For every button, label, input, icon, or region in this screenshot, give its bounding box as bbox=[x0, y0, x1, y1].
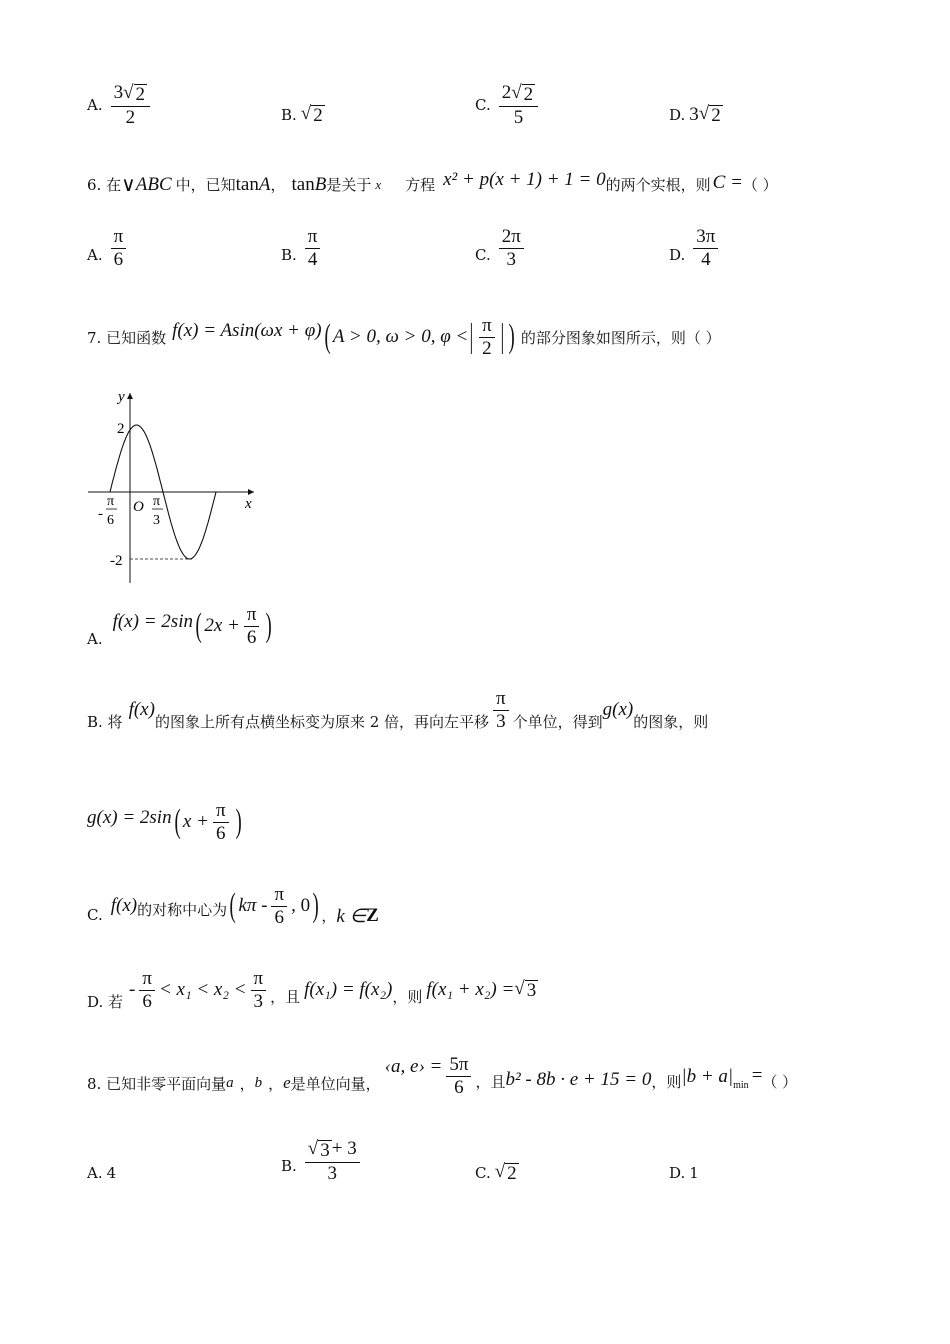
radicand: 3 bbox=[526, 979, 537, 1001]
vector-b: b bbox=[254, 1074, 263, 1091]
triangle-symbol: ∨ bbox=[121, 174, 136, 196]
frac-num: 3 bbox=[113, 82, 124, 103]
frac-den: 6 bbox=[454, 1076, 464, 1098]
radicand: 3 bbox=[320, 1140, 330, 1161]
option-label: B. 将 bbox=[87, 712, 123, 731]
option-label: C. bbox=[475, 1164, 491, 1183]
vector-a: a bbox=[226, 1074, 234, 1091]
equation: x² + p(x + 1) + 1 = 0 bbox=[443, 168, 606, 190]
frac-num: π bbox=[251, 968, 267, 991]
option-label: D. bbox=[669, 106, 686, 125]
q5-option-a bbox=[87, 82, 154, 129]
stem-text: 是单位向量， bbox=[290, 1074, 381, 1093]
q5-option-b bbox=[281, 104, 325, 127]
option-text: 个单位，得到 bbox=[512, 712, 603, 731]
frac-den: 2 bbox=[482, 337, 492, 359]
paren-open: ( bbox=[324, 318, 331, 356]
frac-num: π bbox=[493, 688, 509, 711]
fraction bbox=[479, 315, 495, 360]
option-label: A. bbox=[87, 1164, 103, 1182]
angle-expr: ‹a, e› = bbox=[384, 1056, 443, 1078]
question-number: 8. 已知非零平面向量 bbox=[87, 1074, 227, 1093]
option-label: A. bbox=[87, 630, 103, 649]
fraction bbox=[693, 226, 718, 271]
frac-num: 3π bbox=[693, 226, 718, 249]
frac-num: 2π bbox=[499, 226, 524, 249]
sqrt: √ 2 bbox=[300, 103, 323, 126]
q8-option-c bbox=[475, 1162, 519, 1185]
fraction bbox=[111, 82, 150, 129]
fraction bbox=[305, 1138, 360, 1185]
q7-option-b bbox=[87, 688, 708, 733]
option-label: B. bbox=[281, 106, 297, 125]
frac-num: 2 bbox=[501, 82, 512, 103]
stem-text: 是关于 bbox=[326, 176, 372, 194]
frac-num: π bbox=[305, 226, 321, 249]
x-pos-den: 3 bbox=[153, 513, 160, 528]
frac-den: 2 bbox=[125, 106, 136, 128]
paren-close: ) bbox=[235, 803, 242, 841]
option-label: D. 若 bbox=[87, 992, 124, 1011]
angle-c: C = bbox=[712, 171, 743, 193]
sqrt: √ 3 bbox=[514, 977, 537, 1001]
radicand: 2 bbox=[523, 84, 534, 105]
stem-text: 中，已知 bbox=[175, 176, 236, 194]
x-neg-num: π bbox=[107, 494, 115, 509]
x-pos-num: π bbox=[153, 494, 161, 509]
center-y: , 0 bbox=[291, 895, 311, 917]
paren-close: ) bbox=[312, 887, 319, 925]
y-min-label: -2 bbox=[110, 553, 123, 569]
frac-den: 4 bbox=[307, 248, 318, 270]
fraction bbox=[446, 1054, 471, 1099]
frac-den: 6 bbox=[215, 822, 226, 844]
radicand: 2 bbox=[711, 105, 721, 126]
sqrt: √ 2 bbox=[494, 1161, 517, 1184]
norm-expr: |b + a| bbox=[681, 1066, 734, 1088]
result-expr: f(x₁ + x₂) = bbox=[426, 979, 515, 1001]
fraction bbox=[499, 82, 538, 129]
frac-num: π bbox=[479, 315, 495, 338]
q7-option-a bbox=[87, 604, 275, 649]
y-axis-label: y bbox=[118, 389, 125, 405]
stem-text: ，则 bbox=[651, 1072, 682, 1091]
frac-den: 6 bbox=[246, 626, 257, 648]
q6-option-d bbox=[669, 226, 722, 271]
frac-den: 4 bbox=[701, 248, 711, 270]
conditions: A > 0, ω > 0, φ < bbox=[332, 326, 469, 348]
sin-argument: 2x + bbox=[204, 615, 240, 637]
center-expr: kπ - bbox=[238, 895, 268, 917]
frac-den: 6 bbox=[274, 906, 285, 928]
comma: ， bbox=[268, 1074, 284, 1093]
q8-option-a bbox=[87, 1164, 116, 1182]
paren-close: ) bbox=[508, 318, 515, 356]
origin-label: O bbox=[133, 499, 144, 515]
sqrt: √ 3 bbox=[307, 1138, 330, 1161]
plus-term: + 3 bbox=[331, 1138, 357, 1159]
fraction bbox=[271, 884, 287, 929]
q7-option-d bbox=[87, 968, 538, 1013]
tan-func: tan bbox=[291, 173, 315, 195]
fraction bbox=[111, 226, 127, 271]
y-max-label: 2 bbox=[117, 421, 125, 437]
function-expr: g(x) = 2sin bbox=[87, 807, 172, 829]
option-label: B. bbox=[281, 1157, 297, 1176]
x-axis-label: x bbox=[245, 496, 252, 512]
sqrt: √ 2 bbox=[511, 82, 534, 105]
q7-option-c bbox=[87, 884, 379, 929]
fraction bbox=[499, 226, 524, 271]
comma: ， bbox=[270, 176, 286, 194]
integer-condition: k ∈ bbox=[336, 905, 367, 927]
option-text: ，且 bbox=[270, 987, 301, 1006]
frac-den: 3 bbox=[496, 710, 506, 732]
option-text: 的对称中心为 bbox=[137, 900, 228, 919]
q6-option-b bbox=[281, 226, 324, 271]
paren-open: ( bbox=[174, 803, 181, 841]
frac-den: 5 bbox=[513, 106, 524, 128]
question-number: 7. 已知函数 bbox=[87, 328, 167, 347]
vector-e: e bbox=[283, 1073, 291, 1093]
option-text: 的图象，则 bbox=[633, 712, 709, 731]
abs-close: | bbox=[500, 318, 504, 356]
variable-x: x bbox=[375, 176, 382, 192]
fraction bbox=[244, 604, 260, 649]
option-text: 的图象上所有点横坐标变为原来 2 倍，再向左平移 bbox=[154, 712, 490, 731]
function-g: g(x) bbox=[602, 699, 634, 721]
x-neg-sign: - bbox=[98, 506, 103, 522]
q6-option-c bbox=[475, 226, 528, 271]
option-label: C. bbox=[87, 906, 103, 925]
q5-option-c bbox=[475, 82, 542, 129]
option-label: C. bbox=[475, 246, 491, 265]
frac-den: 6 bbox=[113, 248, 124, 270]
function-expr: f(x) = 2sin bbox=[112, 611, 193, 633]
fraction bbox=[493, 688, 509, 733]
triangle-name: ABC bbox=[135, 173, 172, 195]
frac-den: 3 bbox=[506, 248, 517, 270]
function-expr: f(x) = Asin(ωx + φ) bbox=[172, 320, 322, 342]
frac-den: 3 bbox=[253, 990, 264, 1012]
equals-sign: = bbox=[751, 1065, 763, 1087]
option-label: D. bbox=[669, 246, 686, 265]
stem-text: 的部分图象如图所示，则（ ） bbox=[520, 328, 721, 347]
frac-num: π bbox=[139, 968, 155, 991]
q7-option-b-formula bbox=[87, 800, 244, 845]
q8-option-d bbox=[669, 1164, 699, 1182]
option-value: 1 bbox=[689, 1164, 699, 1182]
answer-blank: （ ） bbox=[762, 1072, 798, 1091]
stem-text: 的两个实根，则 bbox=[605, 176, 711, 194]
minus-sign: - bbox=[129, 979, 136, 1001]
radicand: 2 bbox=[507, 1163, 517, 1184]
radicand: 2 bbox=[313, 105, 323, 126]
option-label: D. bbox=[669, 1164, 686, 1182]
x-neg-den: 6 bbox=[107, 513, 114, 528]
paren-open: ( bbox=[229, 887, 236, 925]
function-f: f(x) bbox=[110, 895, 138, 917]
option-label: A. bbox=[87, 246, 103, 265]
fraction bbox=[251, 968, 267, 1013]
stem-text: ，且 bbox=[475, 1072, 506, 1091]
frac-num: π bbox=[244, 604, 260, 627]
comma: ， bbox=[321, 906, 337, 925]
frac-den: 3 bbox=[327, 1162, 337, 1184]
sin-argument: x + bbox=[182, 811, 209, 833]
min-subscript: min bbox=[733, 1079, 749, 1091]
option-label: B. bbox=[281, 246, 297, 265]
abs-open: | bbox=[469, 318, 474, 356]
coefficient: 3 bbox=[689, 104, 699, 126]
q6-option-a bbox=[87, 226, 130, 271]
comma: ， bbox=[239, 1074, 255, 1093]
equation: b² - 8b · e + 15 = 0 bbox=[505, 1069, 652, 1091]
tan-func: tan bbox=[235, 173, 259, 195]
angle-b: B bbox=[314, 173, 327, 195]
frac-den: 6 bbox=[142, 990, 152, 1012]
frac-num: π bbox=[213, 800, 229, 823]
q7-sine-graph bbox=[84, 385, 274, 590]
paren-open: ( bbox=[195, 607, 202, 645]
fraction bbox=[139, 968, 155, 1013]
equality: f(x₁) = f(x₂) bbox=[304, 979, 393, 1001]
option-text: ，则 bbox=[392, 987, 423, 1006]
q7-stem bbox=[87, 315, 721, 360]
frac-num: π bbox=[271, 884, 287, 907]
integer-set: Z bbox=[366, 905, 379, 927]
function-f: f(x) bbox=[128, 699, 155, 721]
sqrt: √ 2 bbox=[698, 103, 721, 126]
stem-text: 方程 bbox=[405, 176, 436, 194]
radicand: 2 bbox=[135, 84, 146, 105]
answer-blank: （ ） bbox=[742, 176, 778, 194]
option-label: A. bbox=[87, 96, 103, 115]
paren-close: ) bbox=[265, 607, 273, 645]
angle-a: A bbox=[258, 173, 271, 195]
q6-stem bbox=[87, 168, 778, 197]
frac-num: π bbox=[111, 226, 127, 249]
frac-num: 5π bbox=[446, 1054, 471, 1077]
option-value: 4 bbox=[106, 1164, 117, 1182]
question-number: 6. 在 bbox=[87, 176, 122, 194]
sqrt: √ 2 bbox=[123, 82, 146, 105]
fraction bbox=[213, 800, 229, 845]
inequality: < x₁ < x₂ < bbox=[158, 979, 247, 1001]
q8-option-b bbox=[281, 1138, 364, 1185]
fraction bbox=[305, 226, 321, 271]
q8-stem bbox=[87, 1054, 797, 1099]
q5-option-d bbox=[669, 104, 723, 127]
option-label: C. bbox=[475, 96, 491, 115]
